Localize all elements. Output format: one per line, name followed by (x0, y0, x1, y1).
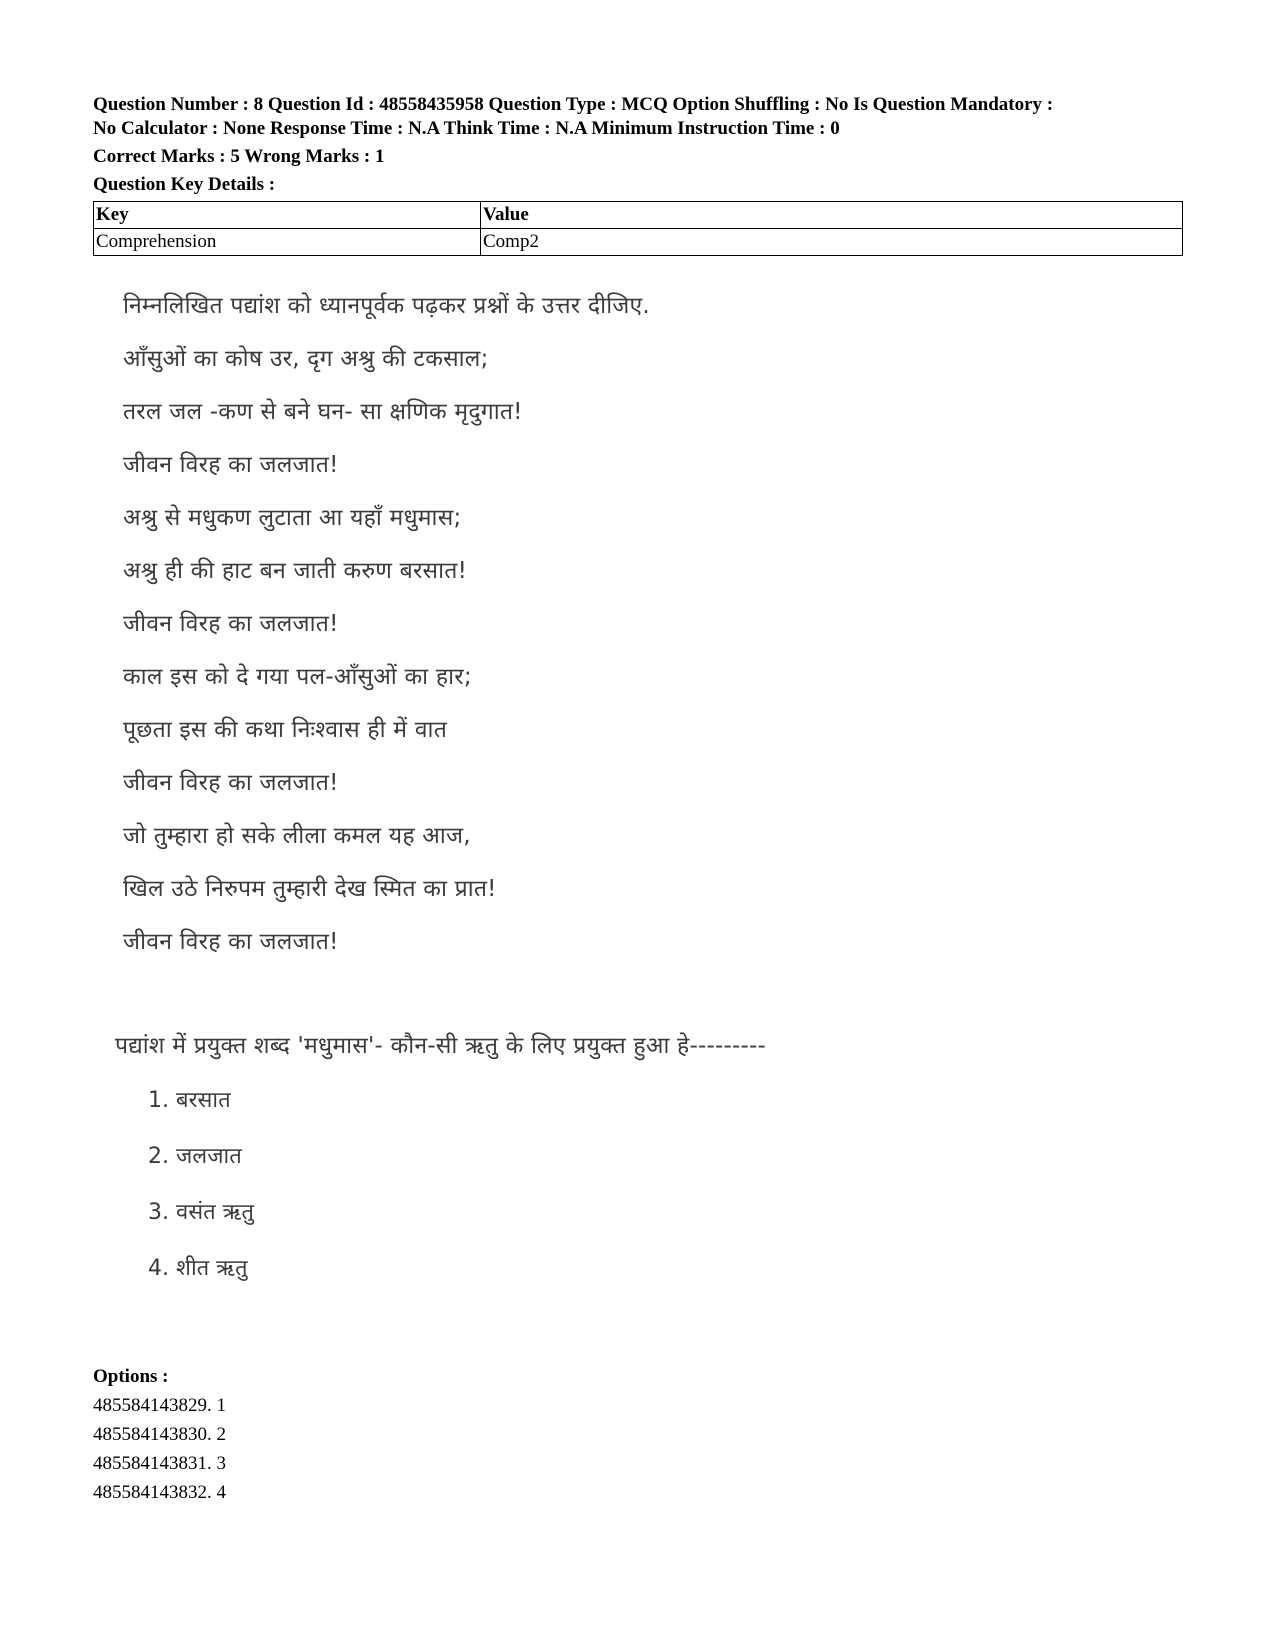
passage-line: जीवन विरह का जलजात! (123, 452, 339, 478)
passage-line: तरल जल -कण से बने घन- सा क्षणिक मृदुगात! (123, 399, 523, 425)
key-details-table (93, 201, 1183, 256)
question-scan (93, 288, 1183, 1343)
key-details-label: Question Key Details : (93, 174, 276, 195)
table-row (94, 229, 1183, 256)
passage-line: अश्रु से मधुकण लुटाता आ यहाँ मधुमास; (123, 505, 462, 531)
option-item: 485584143832. 4 (93, 1482, 226, 1503)
meta-line-2: No Calculator : None Response Time : N.A Think Time : N.A Minimum Instruction Time : 0 (93, 118, 840, 139)
options-title: Options : (93, 1366, 169, 1387)
key-header-cell: Key (94, 202, 481, 229)
passage-line: पूछता इस की कथा निःश्वास ही में वात (123, 717, 448, 743)
option-item: 485584143830. 2 (93, 1424, 226, 1445)
marks-line: Correct Marks : 5 Wrong Marks : 1 (93, 146, 385, 167)
passage-line: जीवन विरह का जलजात! (123, 611, 339, 637)
choice-item: 2. जलजात (148, 1144, 242, 1169)
question-header (93, 93, 1183, 256)
passage-line: काल इस को दे गया पल-आँसुओं का हार; (123, 664, 472, 690)
question-text: पद्यांश में प्रयुक्त शब्द 'मधुमास'- कौन-सी ऋतु के लिए प्रयुक्त हुआ हे--------- (115, 1033, 766, 1059)
key-cell: Comprehension (94, 229, 481, 256)
passage-line: अश्रु ही की हाट बन जाती करुण बरसात! (123, 558, 467, 584)
value-cell: Comp2 (481, 229, 1183, 256)
passage-line: खिल उठे निरुपम तुम्हारी देख स्मित का प्रात! (123, 876, 497, 902)
passage-line: आँसुओं का कोष उर, दृग अश्रु की टकसाल; (123, 346, 489, 372)
question-meta (93, 93, 1183, 141)
choice-item: 3. वसंत ऋतु (148, 1200, 254, 1225)
option-item: 485584143831. 3 (93, 1453, 226, 1474)
choice-item: 1. बरसात (148, 1088, 231, 1113)
passage-instruction: निम्नलिखित पद्यांश को ध्यानपूर्वक पढ़कर प्रश्नों के उत्तर दीजिए. (123, 293, 650, 319)
choice-item: 4. शीत ऋतु (148, 1256, 248, 1281)
passage-line: जो तुम्हारा हो सके लीला कमल यह आज, (123, 823, 471, 849)
key-table-header (94, 202, 1183, 229)
meta-line-1: Question Number : 8 Question Id : 48558435958 Question Type : MCQ Option Shuffling : No Is Question Mandatory : (93, 94, 1054, 115)
options-section (93, 1362, 226, 1507)
passage-line: जीवन विरह का जलजात! (123, 929, 339, 955)
option-item: 485584143829. 1 (93, 1395, 226, 1416)
passage-line: जीवन विरह का जलजात! (123, 770, 339, 796)
value-header-cell: Value (481, 202, 1183, 229)
